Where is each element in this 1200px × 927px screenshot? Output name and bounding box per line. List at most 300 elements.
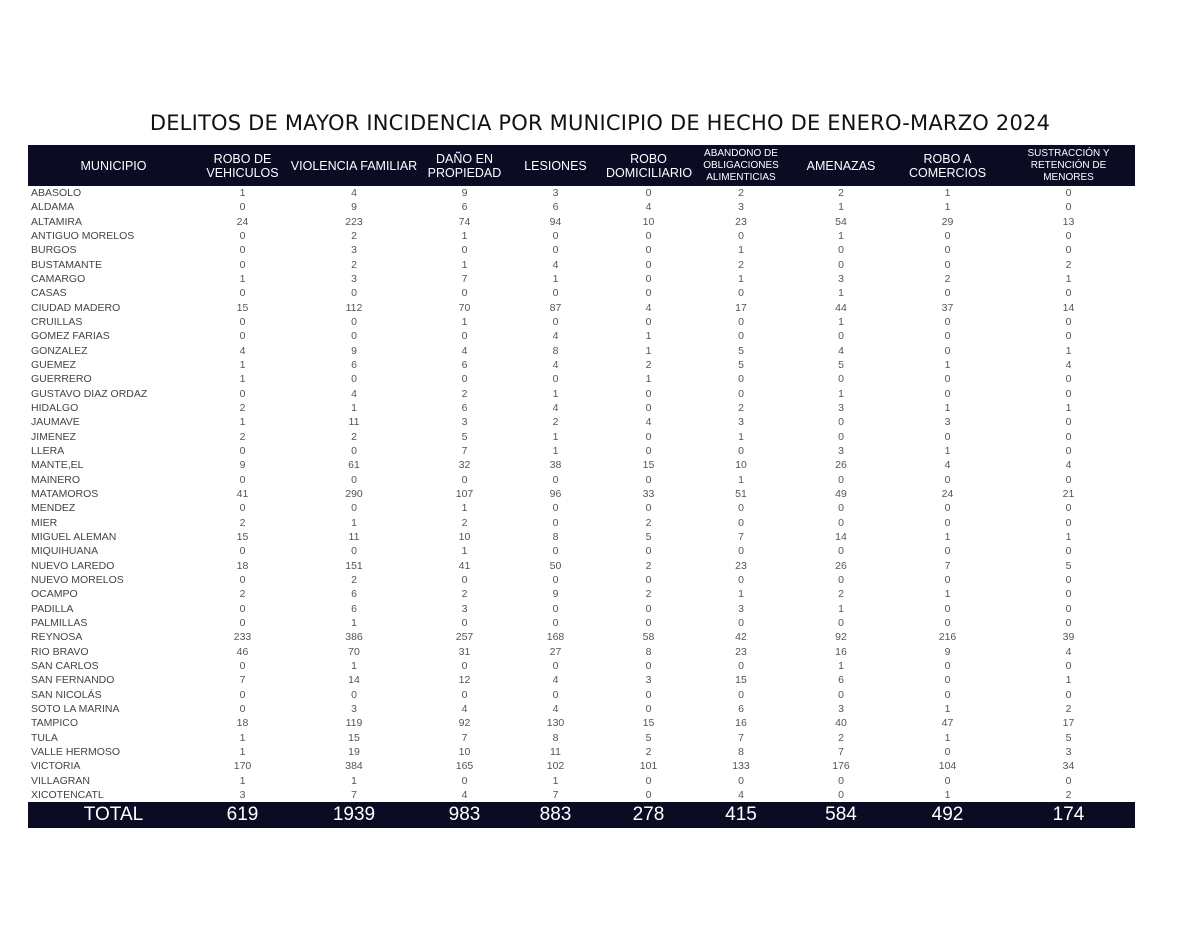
value-cell: 1 (239, 731, 246, 744)
value-cell: 2 (239, 516, 246, 529)
value-cell: 0 (351, 287, 357, 300)
municipio-cell: NUEVO LAREDO (31, 559, 115, 572)
value-cell: 0 (838, 473, 844, 486)
value-cell: 0 (738, 287, 744, 300)
value-cell: 1 (738, 588, 744, 601)
col-header-robo-vehiculos: ROBO DE VEHICULOS (199, 145, 286, 186)
municipio-cell: ABASOLO (31, 187, 82, 200)
value-cell: 0 (738, 774, 744, 787)
value-cell: 1 (552, 430, 559, 443)
value-cell: 0 (838, 617, 844, 629)
value-cell: 5 (838, 359, 844, 372)
value-cell: 3 (351, 244, 357, 257)
col-header-violencia-familiar: VIOLENCIA FAMILIAR (286, 145, 422, 186)
municipio-cell: XICOTENCATL (31, 788, 104, 801)
table-row (28, 372, 1135, 386)
value-cell: 15 (642, 717, 655, 730)
value-cell: 38 (549, 459, 562, 472)
value-cell: 2 (1065, 702, 1072, 715)
municipio-cell: BURGOS (31, 244, 77, 257)
value-cell: 3 (738, 416, 744, 429)
value-cell: 7 (461, 445, 468, 458)
value-cell: 4 (552, 359, 559, 372)
value-cell: 0 (239, 545, 246, 558)
value-cell: 170 (233, 760, 252, 773)
table-row (28, 258, 1135, 272)
value-cell: 0 (552, 244, 559, 257)
value-cell: 1 (461, 230, 468, 243)
value-cell: 0 (738, 502, 744, 515)
value-cell: 1 (738, 430, 744, 443)
value-cell: 1 (944, 788, 951, 801)
value-cell: 1 (552, 774, 559, 787)
value-cell: 1 (1065, 273, 1072, 286)
value-cell: 1 (351, 659, 357, 672)
value-cell: 2 (838, 588, 844, 601)
value-cell: 0 (944, 373, 951, 386)
value-cell: 40 (835, 717, 847, 730)
value-cell: 0 (461, 774, 468, 787)
table-row (28, 559, 1135, 573)
value-cell: 2 (645, 359, 652, 372)
value-cell: 32 (458, 459, 471, 472)
value-cell: 0 (351, 445, 357, 458)
value-cell: 0 (239, 258, 246, 271)
value-cell: 102 (546, 760, 565, 773)
total-value: 619 (199, 802, 286, 828)
value-cell: 0 (944, 688, 951, 701)
value-cell: 0 (944, 545, 951, 558)
value-cell: 3 (461, 416, 468, 429)
value-cell: 15 (735, 674, 747, 687)
value-cell: 6 (461, 359, 468, 372)
value-cell: 49 (835, 488, 847, 501)
table-row (28, 716, 1135, 730)
col-header-municipio: MUNICIPIO (28, 145, 199, 186)
value-cell: 0 (461, 659, 468, 672)
value-cell: 0 (461, 574, 468, 587)
municipio-cell: VALLE HERMOSO (31, 745, 121, 758)
value-cell: 0 (1065, 617, 1072, 629)
value-cell: 0 (239, 702, 246, 715)
municipio-cell: CASAS (31, 287, 67, 300)
value-cell: 0 (738, 230, 744, 243)
value-cell: 92 (458, 717, 471, 730)
value-cell: 0 (944, 674, 951, 687)
value-cell: 0 (351, 473, 357, 486)
table-row (28, 430, 1135, 444)
value-cell: 4 (461, 788, 468, 801)
table-row (28, 730, 1135, 744)
value-cell: 1 (351, 617, 357, 629)
value-cell: 9 (351, 201, 357, 214)
value-cell: 39 (1062, 631, 1075, 644)
value-cell: 216 (938, 631, 957, 644)
table-row (28, 645, 1135, 659)
value-cell: 94 (549, 215, 562, 228)
value-cell: 1 (944, 531, 951, 544)
municipio-cell: VICTORIA (31, 760, 81, 773)
value-cell: 0 (838, 688, 844, 701)
value-cell: 14 (348, 674, 360, 687)
value-cell: 0 (738, 316, 744, 329)
value-cell: 2 (351, 230, 357, 243)
value-cell: 15 (642, 459, 655, 472)
table-row (28, 673, 1135, 687)
table-row (28, 315, 1135, 329)
value-cell: 11 (550, 745, 561, 758)
value-cell: 1 (239, 416, 246, 429)
value-cell: 1 (239, 774, 246, 787)
municipio-cell: GUSTAVO DIAZ ORDAZ (31, 387, 148, 400)
value-cell: 0 (645, 788, 652, 801)
value-cell: 27 (549, 645, 562, 658)
municipio-cell: NUEVO MORELOS (31, 574, 124, 587)
value-cell: 4 (1065, 645, 1072, 658)
value-cell: 24 (941, 488, 954, 501)
value-cell: 0 (838, 545, 844, 558)
value-cell: 0 (552, 373, 559, 386)
value-cell: 34 (1062, 760, 1075, 773)
value-cell: 8 (552, 731, 559, 744)
value-cell: 1 (838, 316, 844, 329)
value-cell: 2 (461, 588, 468, 601)
value-cell: 0 (1065, 287, 1072, 300)
value-cell: 0 (552, 574, 559, 587)
value-cell: 16 (735, 717, 747, 730)
value-cell: 0 (239, 387, 246, 400)
value-cell: 7 (738, 731, 744, 744)
value-cell: 2 (351, 430, 357, 443)
value-cell: 1 (239, 359, 246, 372)
table-row (28, 501, 1135, 515)
value-cell: 41 (458, 559, 471, 572)
value-cell: 0 (838, 330, 844, 343)
value-cell: 0 (239, 574, 246, 587)
value-cell: 0 (645, 688, 652, 701)
value-cell: 0 (461, 688, 468, 701)
municipio-cell: RIO BRAVO (31, 645, 89, 658)
value-cell: 0 (738, 659, 744, 672)
value-cell: 223 (345, 215, 363, 228)
value-cell: 10 (735, 459, 747, 472)
value-cell: 1 (944, 445, 951, 458)
value-cell: 0 (1065, 473, 1072, 486)
value-cell: 6 (838, 674, 844, 687)
value-cell: 5 (738, 344, 744, 357)
value-cell: 1 (944, 731, 951, 744)
value-cell: 0 (645, 187, 652, 200)
value-cell: 0 (1065, 416, 1072, 429)
value-cell: 2 (552, 416, 559, 429)
value-cell: 0 (1065, 659, 1072, 672)
table-row (28, 286, 1135, 300)
value-cell: 3 (645, 674, 652, 687)
value-cell: 386 (345, 631, 363, 644)
value-cell: 8 (738, 745, 744, 758)
value-cell: 7 (239, 674, 246, 687)
value-cell: 2 (645, 516, 652, 529)
value-cell: 257 (455, 631, 474, 644)
value-cell: 0 (944, 244, 951, 257)
table-row (28, 602, 1135, 616)
value-cell: 5 (1065, 559, 1072, 572)
table-row (28, 387, 1135, 401)
table-row (28, 573, 1135, 587)
table-row (28, 301, 1135, 315)
value-cell: 0 (645, 473, 652, 486)
value-cell: 0 (645, 574, 652, 587)
value-cell: 0 (351, 545, 357, 558)
value-cell: 9 (944, 645, 951, 658)
table-row (28, 516, 1135, 530)
value-cell: 8 (552, 344, 559, 357)
value-cell: 1 (239, 273, 246, 286)
value-cell: 1 (944, 201, 951, 214)
value-cell: 1 (351, 402, 357, 415)
table-row (28, 444, 1135, 458)
value-cell: 0 (645, 602, 652, 615)
value-cell: 0 (944, 617, 951, 629)
value-cell: 0 (461, 287, 468, 300)
value-cell: 8 (645, 645, 652, 658)
municipio-cell: GONZALEZ (31, 344, 88, 357)
table-body (28, 186, 1135, 828)
page-title: DELITOS DE MAYOR INCIDENCIA POR MUNICIPIO DE HECHO DE ENERO-MARZO 2024 (149, 111, 1051, 135)
value-cell: 0 (1065, 316, 1072, 329)
municipio-cell: MIQUIHUANA (31, 545, 99, 558)
value-cell: 4 (552, 258, 559, 271)
value-cell: 4 (738, 788, 744, 801)
value-cell: 2 (1065, 788, 1072, 801)
value-cell: 0 (838, 788, 844, 801)
value-cell: 1 (552, 445, 559, 458)
value-cell: 0 (351, 373, 357, 386)
value-cell: 14 (835, 531, 847, 544)
value-cell: 0 (461, 330, 468, 343)
table-row (28, 745, 1135, 759)
value-cell: 26 (835, 459, 847, 472)
value-cell: 0 (552, 230, 559, 243)
value-cell: 23 (735, 645, 747, 658)
value-cell: 6 (351, 588, 357, 601)
value-cell: 0 (552, 473, 559, 486)
value-cell: 0 (944, 230, 951, 243)
value-cell: 2 (239, 430, 246, 443)
value-cell: 0 (738, 516, 744, 529)
value-cell: 0 (645, 617, 652, 629)
value-cell: 101 (639, 760, 658, 773)
value-cell: 0 (239, 201, 246, 214)
value-cell: 0 (1065, 602, 1072, 615)
value-cell: 9 (239, 459, 246, 472)
header-row (28, 145, 1135, 186)
value-cell: 21 (1062, 488, 1075, 501)
value-cell: 0 (944, 502, 951, 515)
value-cell: 6 (351, 359, 357, 372)
municipio-cell: SAN CARLOS (31, 659, 99, 672)
value-cell: 4 (944, 459, 951, 472)
value-cell: 112 (345, 301, 363, 314)
value-cell: 0 (645, 659, 652, 672)
value-cell: 0 (552, 688, 559, 701)
value-cell: 0 (944, 745, 951, 758)
table-row (28, 200, 1135, 214)
value-cell: 0 (1065, 387, 1072, 400)
value-cell: 17 (1062, 717, 1075, 730)
municipio-cell: REYNOSA (31, 631, 83, 644)
value-cell: 0 (239, 316, 246, 329)
value-cell: 2 (738, 258, 744, 271)
value-cell: 0 (838, 774, 844, 787)
col-header-amenazas: AMENAZAS (789, 145, 893, 186)
value-cell: 2 (738, 187, 744, 200)
value-cell: 0 (645, 545, 652, 558)
value-cell: 3 (552, 187, 559, 200)
value-cell: 0 (645, 445, 652, 458)
table-row (28, 473, 1135, 487)
municipio-cell: MATAMOROS (31, 488, 99, 501)
total-value: 1939 (286, 802, 422, 828)
table-row (28, 243, 1135, 257)
value-cell: 47 (941, 717, 954, 730)
value-cell: 18 (236, 559, 249, 572)
value-cell: 0 (738, 688, 744, 701)
value-cell: 0 (944, 387, 951, 400)
value-cell: 0 (645, 502, 652, 515)
table-row (28, 272, 1135, 286)
value-cell: 0 (239, 473, 246, 486)
value-cell: 16 (835, 645, 847, 658)
value-cell: 0 (944, 330, 951, 343)
value-cell: 0 (645, 244, 652, 257)
value-cell: 7 (461, 273, 468, 286)
value-cell: 0 (1065, 688, 1072, 701)
value-cell: 2 (239, 402, 246, 415)
value-cell: 6 (552, 201, 559, 214)
municipio-cell: TULA (31, 731, 58, 744)
value-cell: 0 (552, 602, 559, 615)
value-cell: 1 (1065, 531, 1072, 544)
table-row (28, 530, 1135, 544)
value-cell: 13 (1062, 215, 1075, 228)
value-cell: 5 (1065, 731, 1072, 744)
value-cell: 130 (546, 717, 565, 730)
value-cell: 7 (461, 731, 468, 744)
value-cell: 9 (461, 187, 468, 200)
value-cell: 0 (239, 287, 246, 300)
value-cell: 0 (645, 273, 652, 286)
value-cell: 0 (552, 287, 559, 300)
table-row (28, 773, 1135, 787)
value-cell: 0 (944, 344, 951, 357)
municipio-cell: GOMEZ FARIAS (31, 330, 110, 343)
value-cell: 1 (738, 273, 744, 286)
value-cell: 4 (1065, 359, 1072, 372)
value-cell: 0 (461, 617, 468, 629)
value-cell: 119 (345, 717, 363, 730)
value-cell: 0 (838, 244, 844, 257)
value-cell: 0 (239, 659, 246, 672)
value-cell: 17 (735, 301, 747, 314)
municipio-cell: OCAMPO (31, 588, 78, 601)
value-cell: 1 (1065, 402, 1072, 415)
value-cell: 4 (461, 344, 468, 357)
value-cell: 165 (455, 760, 474, 773)
value-cell: 1 (461, 316, 468, 329)
value-cell: 0 (838, 258, 844, 271)
value-cell: 0 (239, 330, 246, 343)
value-cell: 0 (838, 373, 844, 386)
value-cell: 0 (645, 702, 652, 715)
value-cell: 1 (944, 588, 951, 601)
value-cell: 0 (1065, 230, 1072, 243)
value-cell: 0 (351, 330, 357, 343)
table-row (28, 702, 1135, 716)
value-cell: 1 (351, 516, 357, 529)
col-header-dano-propiedad: DAÑO EN PROPIEDAD (422, 145, 507, 186)
table-row (28, 788, 1135, 802)
value-cell: 2 (645, 588, 652, 601)
value-cell: 0 (552, 659, 559, 672)
value-cell: 1 (838, 387, 844, 400)
value-cell: 3 (838, 402, 844, 415)
value-cell: 0 (1065, 502, 1072, 515)
value-cell: 4 (838, 344, 844, 357)
incidence-table (28, 145, 1135, 828)
value-cell: 1 (645, 330, 652, 343)
municipio-cell: BUSTAMANTE (31, 258, 102, 271)
value-cell: 0 (738, 545, 744, 558)
value-cell: 1 (552, 273, 559, 286)
value-cell: 7 (552, 788, 559, 801)
value-cell: 0 (351, 316, 357, 329)
municipio-cell: SOTO LA MARINA (31, 702, 120, 715)
value-cell: 0 (1065, 244, 1072, 257)
value-cell: 7 (838, 745, 844, 758)
table-row (28, 759, 1135, 773)
value-cell: 26 (835, 559, 847, 572)
value-cell: 5 (461, 430, 468, 443)
value-cell: 4 (552, 330, 559, 343)
value-cell: 37 (941, 301, 954, 314)
value-cell: 2 (838, 187, 844, 200)
value-cell: 4 (461, 702, 468, 715)
value-cell: 1 (738, 244, 744, 257)
total-value: 883 (507, 802, 604, 828)
value-cell: 5 (645, 531, 652, 544)
value-cell: 2 (461, 516, 468, 529)
value-cell: 0 (838, 574, 844, 587)
value-cell: 176 (832, 760, 850, 773)
value-cell: 2 (351, 574, 357, 587)
value-cell: 4 (239, 344, 246, 357)
municipio-cell: GUERRERO (31, 373, 92, 386)
value-cell: 384 (345, 760, 363, 773)
value-cell: 0 (1065, 574, 1072, 587)
col-header-lesiones: LESIONES (507, 145, 604, 186)
value-cell: 11 (348, 416, 360, 429)
value-cell: 0 (838, 502, 844, 515)
value-cell: 4 (645, 201, 652, 214)
value-cell: 1 (239, 187, 246, 200)
value-cell: 0 (461, 473, 468, 486)
col-header-robo-domiciliario: ROBO DOMICILIARIO (604, 145, 693, 186)
table-row (28, 687, 1135, 701)
municipio-cell: ALTAMIRA (31, 215, 82, 228)
table-row (28, 458, 1135, 472)
value-cell: 5 (645, 731, 652, 744)
